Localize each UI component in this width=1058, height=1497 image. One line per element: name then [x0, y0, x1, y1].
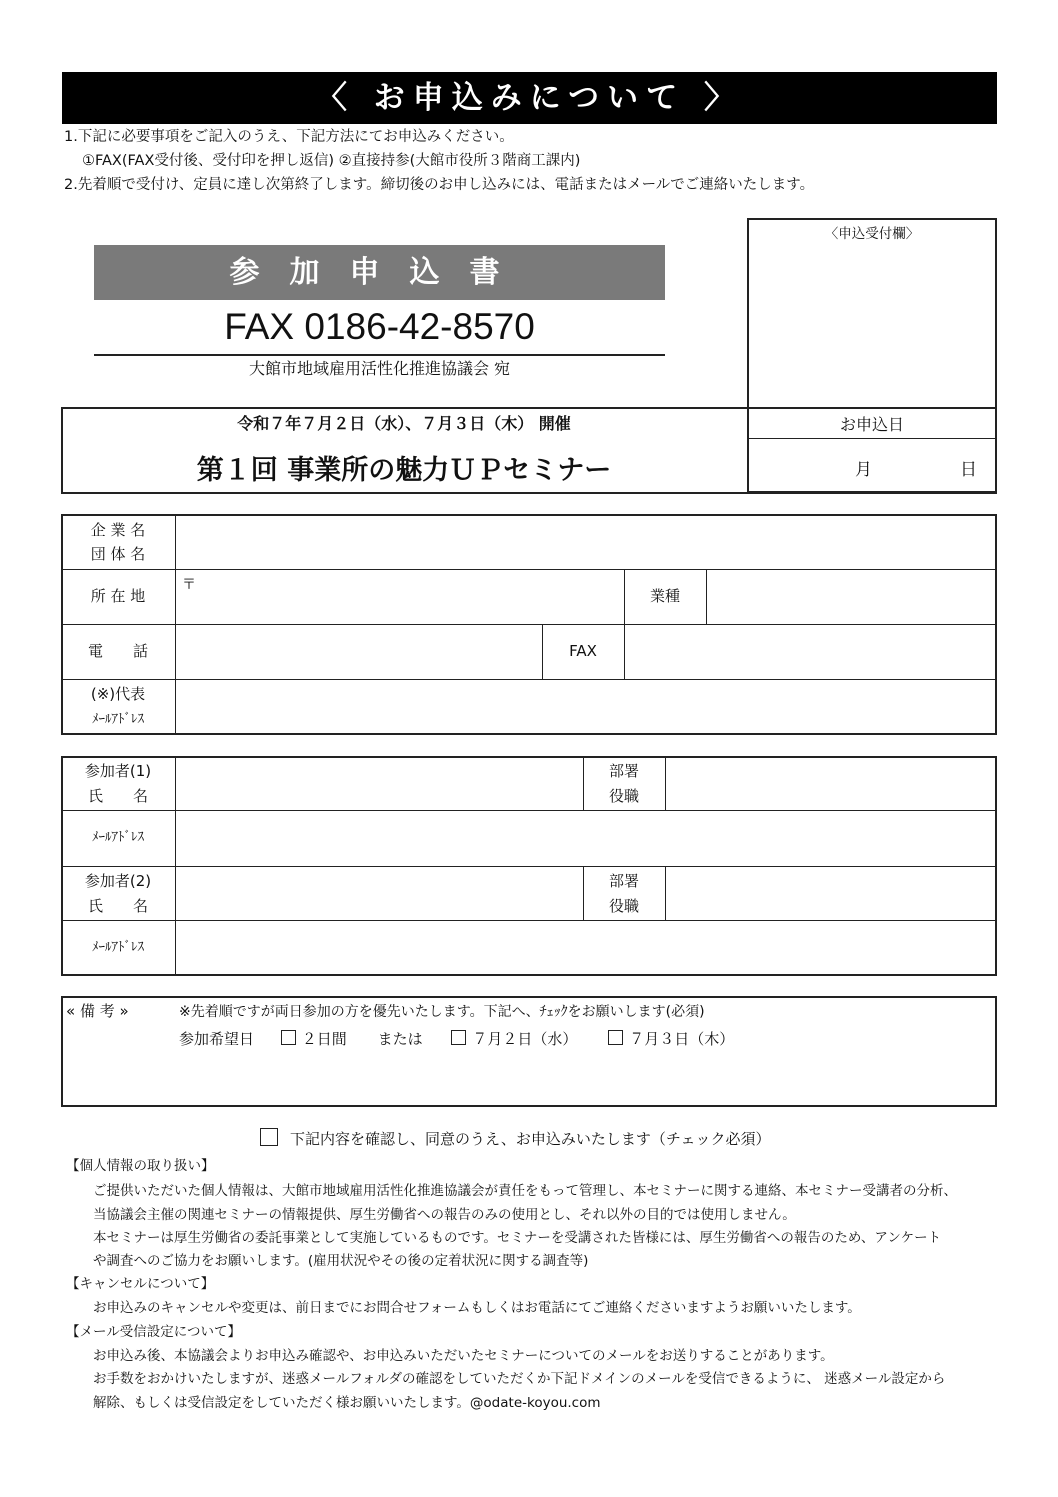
consent-checkbox[interactable] [260, 1128, 278, 1146]
organization-name-label: 団 体 名 [90, 545, 146, 563]
option-label: ７月２日（水） [472, 1030, 578, 1048]
phone-field[interactable] [176, 625, 542, 679]
cancel-heading: 【キャンセルについて】 [66, 1276, 215, 1292]
mail-text: 解除、もしくは受信設定をしていただく様お願いいたします。@odate-koyou.com [93, 1395, 601, 1411]
privacy-text: 本セミナーは厚生労働省の委託事業として実施しているものです。セミナーを受講された皆様には、厚生労働省への報告のため、アンケート [93, 1230, 942, 1246]
addressee: 大館市地域雇用活性化推進協議会 宛 [248, 359, 511, 378]
remarks-label: « 備 考 » [66, 1002, 129, 1020]
remarks-note: ※先着順ですが両日参加の方を優先いたします。下記へ、ﾁｪｯｸをお願いします(必須) [179, 1004, 705, 1020]
consent-text: 下記内容を確認し、同意のうえ、お申込みいたします（チェック必須） [290, 1130, 771, 1148]
participant-name-label: 氏 名 [87, 897, 148, 915]
privacy-text: 当協議会主催の関連セミナーの情報提供、厚生労働省への報告のみの使用とし、それ以外の目的では使用しません。 [93, 1207, 796, 1223]
fax-label: FAX [569, 642, 597, 660]
participant-1-email-field[interactable] [176, 811, 996, 866]
department-label: 部署 [608, 762, 639, 780]
option-july-2[interactable] [451, 1030, 577, 1048]
month-label: 月 [855, 460, 872, 480]
mail-text: お手数をおかけいたしますが、迷惑メールフォルダの確認をしていただくか下記ドメインのメールを受信できるように、 迷惑メール設定から [93, 1371, 946, 1387]
participant-name-label: 氏 名 [87, 787, 148, 805]
mail-text: お申込み後、本協議会よりお申込み確認や、お申込みいただいたセミナーについてのメールをお送りすることがあります。 [93, 1348, 834, 1364]
privacy-text: や調査へのご協力をお願いします。(雇用状況やその後の定着状況に関する調査等) [93, 1253, 589, 1269]
position-label: 役職 [608, 897, 639, 915]
participant-2-dept-field[interactable] [666, 867, 996, 920]
privacy-heading: 【個人情報の取り扱い】 [66, 1158, 215, 1174]
department-label: 部署 [608, 872, 639, 890]
reception-label: 〈申込受付欄〉 [824, 226, 920, 242]
option-july-3[interactable] [608, 1030, 734, 1048]
participant-label: 参加者(2) [84, 872, 152, 890]
application-date-label: お申込日 [839, 415, 904, 434]
fax-number: FAX 0186-42-8570 [224, 306, 535, 347]
company-name-field[interactable] [176, 515, 996, 569]
postal-mark: 〒 [182, 577, 196, 593]
participant-2-email-field[interactable] [176, 921, 996, 975]
divider [747, 438, 997, 439]
privacy-text: ご提供いただいた個人情報は、大館市地域雇用活性化推進協議会が責任をもって管理し、本セミナーに関する連絡、本セミナー受講者の分析、 [93, 1183, 957, 1199]
divider [94, 354, 665, 356]
rep-email-label: (※)代表 [90, 685, 146, 703]
location-field[interactable] [176, 570, 624, 624]
option-both-days[interactable] [281, 1030, 347, 1048]
cancel-text: お申込みのキャンセルや変更は、前日までにお問合せフォームもしくはお電話にてご連絡くださいますようお願いいたします。 [93, 1300, 861, 1316]
participant-label: 参加者(1) [84, 762, 152, 780]
participant-2-name-field[interactable] [176, 867, 583, 920]
day-label: 日 [960, 460, 977, 480]
fax-field[interactable] [625, 625, 996, 679]
option-label: ２日間 [301, 1030, 347, 1048]
option-label: ７月３日（木） [629, 1030, 735, 1048]
page-banner: 〈 お申込みについて 〉 [62, 72, 997, 124]
phone-label: 電 話 [87, 642, 148, 660]
location-label: 所 在 地 [90, 587, 146, 605]
participant-email-label: ﾒｰﾙｱﾄﾞﾚｽ [92, 940, 144, 955]
form-title: 参加申込書 [94, 245, 665, 300]
mail-heading: 【メール受信設定について】 [66, 1324, 241, 1340]
preference-label: 参加希望日 [179, 1030, 255, 1048]
checkbox-icon[interactable] [608, 1030, 623, 1045]
industry-field[interactable] [707, 570, 996, 624]
preference-row [179, 1028, 734, 1049]
participant-email-label: ﾒｰﾙｱﾄﾞﾚｽ [92, 830, 144, 845]
rep-email-field[interactable] [176, 680, 996, 734]
participant-1-dept-field[interactable] [666, 757, 996, 810]
event-dates: 令和７年７月２日（水）、７月３日（木） 開催 [237, 414, 571, 433]
checkbox-icon[interactable] [451, 1030, 466, 1045]
intro-line-1: 1.下記に必要事項をご記入のうえ、下記方法にてお申込みください。 [64, 129, 514, 145]
intro-line-3: 2.先着順で受付け、定員に達し次第終了します。締切後のお申し込みには、電話またはメールでご連絡いたします。 [64, 177, 815, 193]
participant-1-name-field[interactable] [176, 757, 583, 810]
or-label: または [377, 1030, 423, 1048]
industry-label: 業種 [649, 587, 680, 605]
checkbox-icon[interactable] [281, 1030, 296, 1045]
company-name-label: 企 業 名 [90, 521, 146, 539]
event-name: 第１回 事業所の魅力ＵＰセミナー [196, 455, 612, 486]
intro-line-2: ①FAX(FAX受付後、受付印を押し返信) ②直接持参(大館市役所３階商工課内) [82, 153, 581, 169]
position-label: 役職 [608, 787, 639, 805]
rep-email-label-2: ﾒｰﾙｱﾄﾞﾚｽ [92, 712, 144, 727]
